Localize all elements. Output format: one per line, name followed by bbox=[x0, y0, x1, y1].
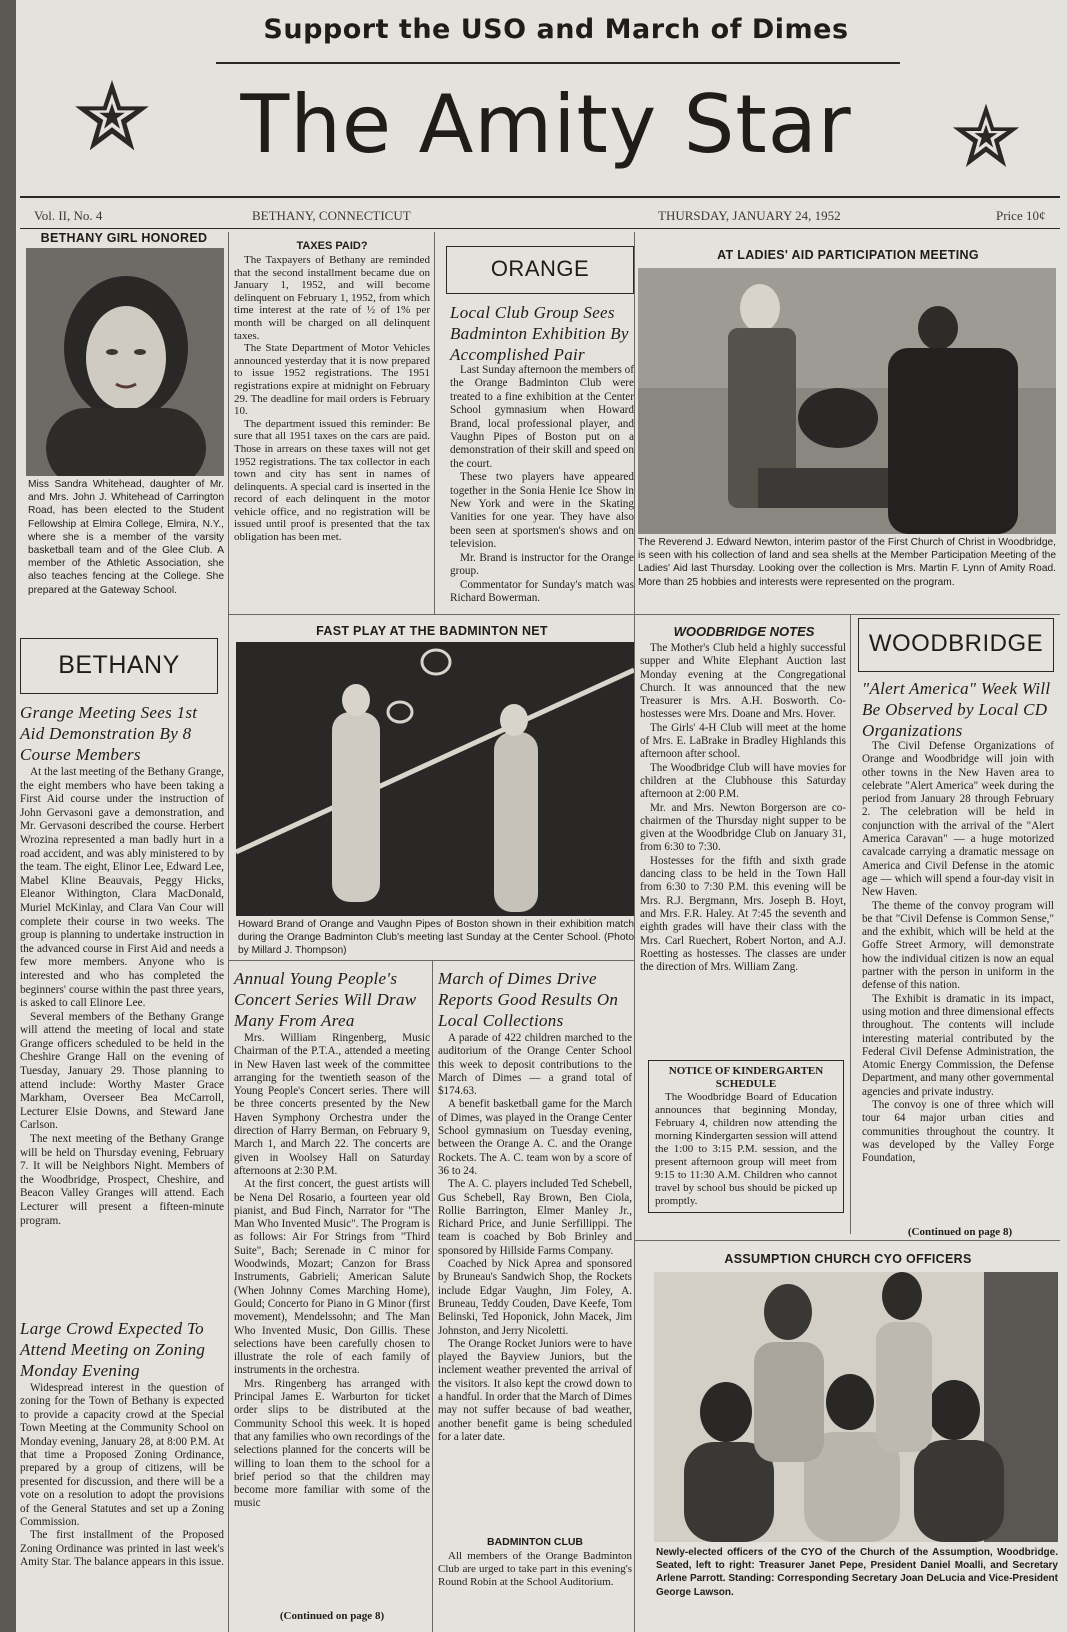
woodbridge-paragraph: The theme of the convoy program will be that "Civil Defense is Common Sense," and the exhibit, which will be held at the Goffe Street Armory, will demonstrate how the individual citizen is now an equal partner with the person in uniform in the defense of this nation. bbox=[862, 899, 1054, 992]
dateline-bottom-rule bbox=[20, 228, 1060, 229]
woodbridge-paragraph: The Exhibit is dramatic in its impact, using motion and three dimensional effects throughout. The contents will include interesting material contributed by the Federal Civil Defense Administration, the Atomic Energy Commission, the Defense Department, and many other governmental agencies and private industry. bbox=[862, 992, 1054, 1098]
concert-continued: (Continued on page 8) bbox=[279, 1610, 385, 1622]
row-rule bbox=[634, 1240, 1060, 1241]
march-of-dimes-paragraph: The Orange Rocket Juniors were to have played the Bayview Juniors, but the inclement weather prevented the arrival of the visitors. It also kept the crowd down to a handful. In order that the March of Dimes may not suffer because of bad weather, another benefit game is being scheduled for a later date. bbox=[438, 1337, 632, 1443]
woodbridge-headline: "Alert America" Week Will Be Observed by Local CD Organizations bbox=[862, 679, 1051, 740]
bethany-article bbox=[20, 766, 224, 1228]
ladies-aid-caption: The Reverend J. Edward Newton, interim pastor of the First Church of Christ in Woodbridge, is seen with his collection of land and sea shells at the Member Participation Meeting of the Ladies' Aid last Thursday. Looking over the collection is Mrs. Martin F. Lynn of Amity Road. More than 25 hobbies and interests were represented on the program. bbox=[638, 537, 1056, 588]
march-of-dimes-paragraph: A parade of 422 children marched to the auditorium of the Orange Center School this week to deposit contributions to the March of Dimes — a grand total of $174.63. bbox=[438, 1032, 632, 1098]
column-rule bbox=[850, 614, 851, 1234]
woodbridge-notes-heading: WOODBRIDGE NOTES bbox=[673, 624, 815, 639]
column-rule bbox=[432, 960, 433, 1632]
cyo-heading: ASSUMPTION CHURCH CYO OFFICERS bbox=[724, 1252, 972, 1266]
taxes-paragraph: The Taxpayers of Bethany are reminded that the second installment became due on January 1, 1952, and will become delinquent on February 1, 1952, from which time interest at the rate of ½ of 1% per month will be charged on all delinquent taxes. bbox=[234, 254, 430, 342]
left-star-icon bbox=[72, 76, 152, 156]
zoning-paragraph: Widespread interest in the question of zoning for the Town of Bethany is expected to provide a capacity crowd at the Special Town Meeting at the Community School on Monday evening, January 28, at 8:00 P.M. At that time a Proposed Zoning Ordinance, prepared by a group of citizens, will be presented for discussion, and there will be a vote on a resolution to adopt the provisions of the General Statutes and set up a Zoning Commission. bbox=[20, 1382, 224, 1529]
badminton-club-heading: BADMINTON CLUB bbox=[486, 1536, 584, 1548]
badminton-club-paragraph: All members of the Orange Badminton Club are urged to take part in this evening's Round Robin at the School Auditorium. bbox=[438, 1550, 632, 1588]
march-of-dimes-paragraph: A benefit basketball game for the March of Dimes, was played in the Orange Center School gymnasium on Tuesday evening, between the Orange A. C. and the Orange Rockets. The A. C. team won by a score of 36 to 24. bbox=[438, 1098, 632, 1177]
woodbridge-continued: (Continued on page 8) bbox=[907, 1226, 1013, 1238]
badminton-club-text bbox=[438, 1550, 632, 1589]
cyo-photo bbox=[654, 1272, 1058, 1542]
row-rule bbox=[228, 960, 634, 961]
price: Price 10¢ bbox=[996, 208, 1046, 223]
woodbridge-paragraph: The Civil Defense Organizations of Orange and Woodbridge will join with other towns in the New Haven area to celebrate "Alert America" week during the period from January 28 through February 2. The celebration will be held in conjunction with the arrival of the "Alert America Caravan" — a huge motorized cavalcade carrying a dramatic message on America and Civil Defense in the atomic age — which will spend a four-day visit in New Haven. bbox=[862, 740, 1054, 899]
march-of-dimes-headline: March of Dimes Drive Reports Good Results On Local Collections bbox=[438, 969, 619, 1030]
bethany-girl-caption: Miss Sandra Whitehead, daughter of Mr. and Mrs. John J. Whitehead of Carrington Road, has been elected to the Student Fellowship at Elmira College, Elmira, N.Y., where she is a member of the varsity basketball team and of the Glee Club. A member of the Athletic Association, she also teaches fencing at the College. She prepared at the Gateway School. bbox=[28, 479, 224, 596]
badminton-photo bbox=[236, 642, 634, 916]
kindergarten-text: The Woodbridge Board of Education announces that beginning Monday, February 4, children now attending the morning Kindergarten session will attend the 1:00 to 3:15 P.M. session, and the present afternoon group will meet from 9:15 to 11:30 A.M. Children who cannot travel by school bus should be picked up promptly. bbox=[655, 1091, 837, 1207]
masthead-rule bbox=[216, 62, 900, 64]
woodbridge-notes-paragraph: The Woodbridge Club will have movies for children at the Clubhouse this Saturday afternoon at 2:00 P.M. bbox=[640, 761, 846, 801]
woodbridge-notes-paragraph: The Girls' 4-H Club will meet at the home of Mrs. E. LaBrake in Bradley Highlands this afternoon after school. bbox=[640, 721, 846, 761]
column-rule bbox=[228, 614, 229, 1632]
orange-paragraph: Mr. Brand is instructor for the Orange group. bbox=[450, 551, 634, 578]
badminton-photo-heading: FAST PLAY AT THE BADMINTON NET bbox=[316, 624, 548, 638]
place: BETHANY, CONNECTICUT bbox=[252, 208, 411, 223]
right-star-icon bbox=[950, 100, 1022, 172]
woodbridge-notes-paragraph: The Mother's Club held a highly successful supper and White Elephant Auction last Monday evening at the Congregational Church. It was announced that the new Treasurer is Mrs. A.H. Bosworth. Co-hostesses were Mrs. Doane and Mrs. Hover. bbox=[640, 642, 846, 721]
column-rule bbox=[634, 614, 635, 1632]
row-rule bbox=[228, 614, 1060, 615]
orange-paragraph: These two players have appeared together in the Sonia Henie Ice Show in New York and were in the Skating Vanities for one year. They have also been seen at sportsmen's shows and on television. bbox=[450, 471, 634, 551]
woodbridge-notes-article bbox=[640, 642, 846, 974]
newspaper-title: The Amity Star bbox=[240, 78, 852, 171]
bethany-paragraph: Several members of the Bethany Grange will attend the meeting of local and state Grange officers scheduled to be held in the Cheshire Grange Hall on the evening of Tuesday, January 29. Those planning to attend include: Worthy Master Grace Markham, Overseer Bea McCarroll, Lecturer Elsie Downs, and Steward Jane Carlson. bbox=[20, 1010, 224, 1132]
woodbridge-notes-paragraph: Hostesses for the fifth and sixth grade dancing class to be held in the Town Hall from 6:30 to 7:30 P.M. this evening will be Mrs. R.J. Bergmann, Mrs. Joseph B. Hoyt, and Mrs. F.R. Haley. At 7:45 the seventh and eighth grades will have their class with the Mrs. Carl Ruechert, Robert Norton, and A.J. Roetting as hostesses. The classes are under the direction of Mrs. William Zang. bbox=[640, 854, 846, 974]
woodbridge-notes-paragraph: Mr. and Mrs. Newton Borgerson are co-chairmen of the Thursday night supper to be given at the Woodbridge Club on January 31, from 6:30 to 7:30. bbox=[640, 801, 846, 854]
badminton-photo-caption: Howard Brand of Orange and Vaughn Pipes of Boston shown in their exhibition match during the Orange Badminton Club's meeting last Sunday at the Center School. (Photo by Millard J. Thompson) bbox=[238, 919, 634, 957]
taxes-paragraph: The department issued this reminder: Be sure that all 1951 taxes on the cars are paid. Those in arrears on these taxes will not get 1952 registrations. The tax collector in each town and city has sent in names of delinquents. A special card is inserted in the record of each delinquent in the motor vehicle office, and no registration will be issued until proof is presented that the tax obligation has been met. bbox=[234, 417, 430, 544]
sandra-whitehead-photo bbox=[26, 248, 224, 476]
cyo-caption: Newly-elected officers of the CYO of the Church of the Assumption, Woodbridge. Seated, left to right: Treasurer Janet Pepe, President Daniel Moalli, and Secretary Arlene Parrott. Standing: Corresponding Secretary Joan DeLucia and Vice-President George Lawson. bbox=[656, 1547, 1058, 1598]
orange-paragraph: Commentator for Sunday's match was Richard Bowerman. bbox=[450, 578, 634, 604]
bethany-section-head: BETHANY bbox=[20, 638, 218, 694]
kindergarten-notice-box bbox=[648, 1060, 844, 1213]
taxes-paragraph: The State Department of Motor Vehicles announced yesterday that it is now prepared to issue 1952 registrations. The 1951 registrations expire at midnight on February 29. The deadline for mail orders is February 10. bbox=[234, 342, 430, 418]
zoning-paragraph: The first installment of the Proposed Zoning Ordinance was printed in last week's Amity Star. The balance appears in this issue. bbox=[20, 1529, 224, 1569]
orange-section-head: ORANGE bbox=[446, 246, 634, 294]
newspaper-page bbox=[16, 0, 1067, 1632]
bethany-paragraph: The next meeting of the Bethany Grange will be held on Thursday evening, February 7. It will be Neighbors Night. Members of the Woodbridge, Prospect, Cheshire, and Beacon Valley Granges will attend. Each Lecturer will present a fifteen-minute program. bbox=[20, 1133, 224, 1227]
concert-paragraph: At the first concert, the guest artists will be Nena Del Rosario, a fourteen year old pianist, and Bud Finch, Narrator for "The Man Who Invented Music". The Program is as follows: Air For Strings from "Third Suite", Bach; Serenade in C minor for Woodwinds, Mozart; Canzon for Brass Instruments, Gabrieli; American Salute (When Johnny Comes Marching Home), Gould; Concerto for Piano in G Minor (first movement), Mendelssohn; and The Man Who Invented Music, Don Gillis. These selections have been carefully chosen to illustrate the role of each family of instruments in the orchestra. bbox=[234, 1178, 430, 1377]
column-rule bbox=[434, 232, 435, 614]
march-of-dimes-article bbox=[438, 1032, 632, 1444]
bethany-headline: Grange Meeting Sees 1st Aid Demonstration By 8 Course Members bbox=[20, 703, 198, 764]
taxes-heading: TAXES PAID? bbox=[296, 240, 368, 252]
woodbridge-section-head: WOODBRIDGE bbox=[858, 618, 1054, 672]
concert-paragraph: Mrs. William Ringenberg, Music Chairman of the P.T.A., attended a meeting in New Haven last week of the committee arranging for the twentieth season of the Young People's Concert series. There will be three concerts presented by the New Haven Symphony Orchestra under the direction of Harry Berman, on February 9, March 1, and March 22. The concerts are given in Woolsey Hall on Saturday afternoons at 2:30 P.M. bbox=[234, 1032, 430, 1177]
column-rule bbox=[228, 232, 229, 614]
concert-headline: Annual Young People's Concert Series Will Draw Many From Area bbox=[234, 969, 417, 1030]
column-rule bbox=[634, 232, 635, 614]
orange-headline: Local Club Group Sees Badminton Exhibition By Accomplished Pair bbox=[450, 303, 629, 364]
kindergarten-heading: NOTICE OF KINDERGARTEN SCHEDULE bbox=[668, 1065, 824, 1090]
woodbridge-article bbox=[862, 740, 1054, 1166]
slogan: Support the USO and March of Dimes bbox=[263, 14, 849, 45]
orange-paragraph: Last Sunday afternoon the members of the Orange Badminton Club were treated to a fine exhibition at the Center School gymnasium when Howard Brand, local professional player, and Vaughn Pipes of Boston put on a demonstration of their skill and speed on the court. bbox=[450, 364, 634, 470]
dateline-top-rule bbox=[20, 196, 1060, 198]
bethany-paragraph: At the last meeting of the Bethany Grange, the eight members who have been taking a First Aid course under the instruction of John Gervasoni gave a demonstration, and Mr. Gervasoni described the course. Herbert Wrozina represented a man badly hurt in a road accident, and was ably ministered to by the team. The eight, Elinor Lee, Edward Lee, Mabel Kline Beauvais, Peggy Hicks, Eleanor Withington, Clara MacDonald, Muriel McKinlay, and Clara Van Cour will complete their course in two weeks. The group is planning to undertake instruction in the advanced course in First Aid and needs a few more members. Anyone who is interested and who has completed the beginners' course within the past three years, is asked to call Elinore Lee. bbox=[20, 766, 224, 1010]
taxes-article bbox=[234, 254, 430, 544]
woodbridge-paragraph: The convoy is one of three which will tour 64 major urban cities and communities throughout the country. It was developed by the Valley Forge Foundation, bbox=[862, 1099, 1054, 1165]
zoning-headline: Large Crowd Expected To Attend Meeting on Zoning Monday Evening bbox=[20, 1319, 206, 1380]
zoning-article bbox=[20, 1382, 224, 1570]
concert-paragraph: Mrs. Ringenberg has arranged with Principal James E. Warburton for ticket order slips to be distributed at the Community School this week. It is hoped that any families who own recordings of the selections planned for the concerts will be willing to loan them to the school for a brief period so that the children may become more familiar with some of the music bbox=[234, 1377, 430, 1510]
date: THURSDAY, JANUARY 24, 1952 bbox=[658, 208, 841, 223]
orange-article bbox=[450, 364, 634, 605]
ladies-aid-heading: AT LADIES' AID PARTICIPATION MEETING bbox=[717, 248, 979, 262]
march-of-dimes-paragraph: The A. C. players included Ted Schebell, Gus Schebell, Ray Brown, Ben Ciola, Rollie Barrington, Elmer Manley Jr., Richard Price, and Junie Serfillippi. The team is coached by Bob Brinley and sponsored by Hillside Farms Company. bbox=[438, 1178, 632, 1257]
concert-article bbox=[234, 1032, 430, 1511]
bethany-girl-heading: BETHANY GIRL HONORED bbox=[40, 231, 208, 245]
ladies-aid-photo bbox=[638, 268, 1056, 534]
march-of-dimes-paragraph: Coached by Nick Aprea and sponsored by Bruneau's Sandwich Shop, the Rockets include Edgar Vaughn, Jim Foley, A. Bruneau, Teddy Couden, Dave Keefe, Tom Belinski, Ted Hoponick, John Macek, Jim Johnston, and Jerry Nicoletti. bbox=[438, 1258, 632, 1337]
volume-number: Vol. II, No. 4 bbox=[34, 208, 103, 223]
